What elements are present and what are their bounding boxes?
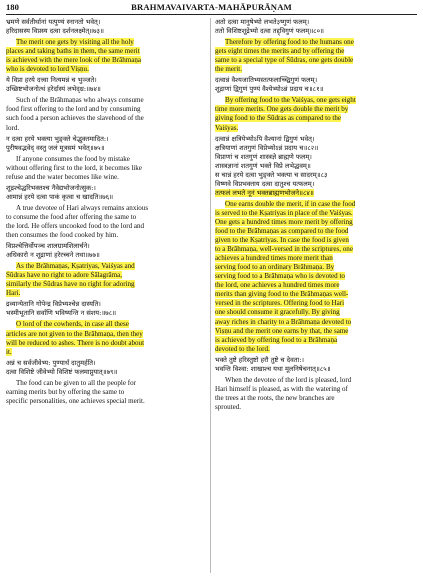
line-text: refuse and the water becomes like wine. [6, 172, 119, 181]
translation-line [6, 320, 206, 329]
translation-line [6, 124, 206, 133]
translation-line [215, 236, 418, 245]
highlighted-text: time more merits. One gets double the merit by [215, 105, 349, 114]
line-text: the lord. He offers uncooked food to the lord and [6, 221, 145, 230]
translation-line [215, 47, 418, 56]
highlighted-text: places and taking baths in them, the same merit [6, 47, 140, 56]
line-text: उच्छिष्टभोजनोत्थं हरेर्दास्यं लभेद्ध्र:॥७४॥ [6, 85, 101, 94]
line-text: भक्ते तुष्टे हरिस्तुष्टो हरौ तुष्टे च देवता:। [215, 355, 304, 364]
translation-line [215, 308, 418, 317]
highlighted-text: O lord of the cowherds, in case all these [16, 320, 129, 329]
translation-line [6, 65, 206, 74]
highlighted-text: The merit one gets by visiting all the holy [16, 38, 134, 47]
sanskrit-verse-line [215, 162, 418, 171]
line-text: ये विप्रा हरये दत्त्वा नित्यमन्नं च भुञ्जते। [6, 76, 97, 85]
translation-line [6, 47, 206, 56]
highlighted-text: articles are not given to the Brāhmaṇa, then they [6, 329, 143, 338]
sanskrit-verse-line [215, 171, 418, 180]
highlighted-text: is achieved with the mere look of the Brāhmaṇa [6, 56, 142, 65]
translation-line [6, 38, 206, 47]
translation-line [6, 348, 206, 357]
translation-line [6, 204, 206, 213]
sanskrit-verse-line [215, 365, 418, 374]
translation-line [215, 218, 418, 227]
translation-line [215, 105, 418, 114]
translation-line [215, 403, 418, 412]
translation-line [215, 96, 418, 105]
highlighted-text: Vaiśyas. [215, 123, 239, 132]
highlighted-text: away riches in charity to a Brāhmaṇa devoted to [215, 317, 352, 326]
highlighted-text: the merit. [215, 65, 243, 74]
sanskrit-verse-line [215, 76, 418, 85]
line-text: Such of the Brāhmaṇas who always consume [16, 96, 144, 105]
sanskrit-verse-line [215, 153, 418, 162]
translation-line [6, 222, 206, 231]
highlighted-text: food to the Brāhmaṇas as compared to the food [215, 227, 349, 236]
line-text: If anyone consumes the food by mistake [16, 154, 130, 163]
translation-line [6, 280, 206, 289]
translation-line [215, 327, 418, 336]
translation-line [215, 290, 418, 299]
translation-line [215, 272, 418, 281]
highlighted-text: serving food to a Brāhmaṇa who is devoted to [215, 272, 345, 281]
line-text: पुरीषवद्भवेद् वस्तु जलं मूत्रसमं भवेत्॥७५॥ [6, 143, 105, 152]
column-divider [210, 18, 211, 573]
highlighted-text: One earns double the merit, if in case the food [225, 199, 356, 208]
line-text: such food a person achieves the slavehood of the [6, 114, 144, 123]
highlighted-text: is achieved by offering food to a Brāhmaṇa [215, 335, 338, 344]
sanskrit-verse-line [215, 189, 418, 198]
sanskrit-verse-line [6, 368, 206, 377]
sanskrit-verse-line [6, 76, 206, 85]
line-text: Hari himself is pleased, as with the watering of [215, 384, 348, 393]
translation-line [215, 254, 418, 263]
line-text: क्षत्रियाणां शतगुणं विप्रेभ्योऽन्नं प्रदाय च॥८२॥ [215, 143, 319, 152]
line-text: food first offering to the lord and by consuming [6, 105, 141, 114]
translation-line [215, 124, 418, 133]
line-text: the trees at the roots, the new branches are [215, 393, 335, 402]
sanskrit-verse-line [6, 300, 206, 309]
running-title: BRAHMAVAIVARTA-MAHĀPURĀṆAM [131, 2, 292, 12]
translation-line [6, 164, 206, 173]
line-text: विष्णवे विप्रभक्ताय दत्वा दातुश्च यत्फलम्। [215, 179, 315, 188]
line-text: हरिदासस्य विप्रस्य दत्वा दर्शनलक्ष्मेत्॥७३॥ [6, 27, 104, 36]
line-text: The food can be given to all the people for [16, 378, 136, 387]
highlighted-text: will be reduced to ashes. There is no doubt about [6, 338, 145, 347]
right-column [215, 18, 418, 412]
translation-line [215, 394, 418, 403]
translation-line [215, 65, 418, 74]
line-text: भस्मीभूतानि सर्वाणि भविष्यन्ति न संशय:॥७८॥ [6, 309, 117, 318]
line-text: specific personalities, one achieves special merit. [6, 396, 145, 405]
highlighted-text: merits than giving food to the Brāhmaṇas well- [215, 290, 349, 299]
translation-line [6, 56, 206, 65]
line-text: भ्रमणे सर्वतीर्थानां यत्पुण्यं स्नानतो भवेत्। [6, 18, 101, 26]
line-text: sprouted. [215, 402, 242, 411]
line-text: ततो विशिष्टशूद्रेभ्यो दत्वा तद्द्विगुणं फलम्॥८०॥ [215, 27, 324, 36]
line-text: दत्वान्नं क्षत्रियेभ्योऽपि वैश्यानां द्विगुणं भवेत्। [215, 134, 315, 143]
translation-line [215, 209, 418, 218]
line-text: विप्रश्चेत्तिर्वोपञ्च शालग्रामशिलार्चने। [6, 242, 90, 251]
line-text: A true devotee of Hari always remains anxious [16, 203, 149, 212]
line-text: विप्राणां च शतगुणं शास्त्रज्ञे ब्राह्मणे फलम्। [215, 152, 312, 161]
line-text: न दत्वा हरये भक्त्या भुङ्क्ते चेद्भुक्तमादित:। [6, 134, 109, 143]
sanskrit-verse-line [6, 309, 206, 318]
translation-line [6, 155, 206, 164]
line-text: शूद्रश्चेद्धरिभक्तश्च नैवेद्यभोजनोत्सुक:। [6, 183, 96, 192]
line-text: द्रव्यान्येतानि गोपेन्द्र विप्रेभ्यश्चेन्न दास्यति। [6, 300, 101, 309]
highlighted-text: Therefore by offering food to the humans one [225, 38, 354, 47]
line-text: lord. [6, 123, 20, 132]
sanskrit-verse-line [6, 18, 206, 27]
header-rule [6, 14, 417, 15]
left-column [6, 18, 206, 406]
highlighted-text: versed in the scriptures. Offering food to Hari [215, 299, 345, 308]
line-text: दत्वान्नं वैश्यजातिभ्यस्तत्फलाच्च्द्विगुणं फलम्। [215, 76, 318, 85]
line-text: earning merits but by offering the same to [6, 387, 125, 396]
line-text: दत्वा विशिष्टे जीवेभ्यो विशिष्टं फलमाप्नुयात्॥७९॥ [6, 367, 118, 376]
translation-line [6, 330, 206, 339]
highlighted-text: As the Brāhmaṇas, Kṣatriyas, Vaiśyas and [16, 262, 135, 271]
sanskrit-verse-line [6, 184, 206, 193]
sanskrit-verse-line [215, 180, 418, 189]
line-text: When the devotee of the lord is pleased, lord [225, 375, 352, 384]
translation-line [6, 96, 206, 105]
line-text: भवन्ति विश्वा: शाखाश्च यथा मूलनिषेचनात्॥८५॥ [215, 364, 331, 373]
page-number: 180 [6, 2, 19, 12]
highlighted-text: Hari. [6, 289, 21, 298]
line-text: then consumes the food cooked by him. [6, 231, 119, 240]
highlighted-text: तत्फलं लभते नूनं भक्तब्राह्मणभोजने॥८४॥ [215, 188, 314, 197]
line-text: to consume the food after offering the same to [6, 212, 137, 221]
translation-line [6, 213, 206, 222]
highlighted-text: one should consume it gracefully. By giving [215, 308, 340, 317]
translation-line [6, 339, 206, 348]
translation-line [6, 105, 206, 114]
line-text: without offering first to the lord, it becomes like [6, 163, 142, 172]
translation-line [215, 299, 418, 308]
sanskrit-verse-line [6, 144, 206, 153]
translation-line [6, 231, 206, 240]
highlighted-text: to a Brāhmaṇa, well-versed in the scriptures, one [215, 245, 353, 254]
translation-line [215, 376, 418, 385]
translation-line [215, 336, 418, 345]
line-text: अतो दत्वा मानुषेभ्यो लभते३ष्गुणं फलम्। [215, 18, 310, 26]
translation-line [215, 345, 418, 354]
translation-line [215, 318, 418, 327]
highlighted-text: same to a special type of Śūdras, one gets double [215, 56, 354, 65]
translation-line [6, 379, 206, 388]
sanskrit-verse-line [215, 144, 418, 153]
sanskrit-verse-line [215, 85, 418, 94]
highlighted-text: gets eight times the merits and by offering the [215, 47, 345, 56]
highlighted-text: giving food to the Śūdras as compared to the [215, 114, 342, 123]
line-text: शास्त्रज्ञानां शतगुणं भक्ते विप्रे लभेद्धवम्॥ [215, 161, 311, 170]
highlighted-text: given to the Kṣatriyas. In case the food is given [215, 236, 349, 245]
line-text: अन्नं च सर्वजीवेभ्य: पुण्यार्थं दातुमर्हति। [6, 358, 96, 367]
sanskrit-verse-line [6, 193, 206, 202]
highlighted-text: Viṣṇu and the merit one earns by that, the same [215, 326, 349, 335]
translation-line [215, 114, 418, 123]
sanskrit-verse-line [215, 135, 418, 144]
translation-line [215, 38, 418, 47]
translation-line [215, 200, 418, 209]
translation-line [6, 388, 206, 397]
translation-line [215, 56, 418, 65]
sanskrit-verse-line [6, 251, 206, 260]
sanskrit-verse-line [6, 135, 206, 144]
line-text: शूद्राणां द्विगुणं पुण्यं वैश्येभ्योऽन्नं प्रदाय च॥८१॥ [215, 85, 324, 94]
line-text: अधिकारो न शूद्राणां हरेरच्चने तथा॥७७॥ [6, 251, 100, 260]
sanskrit-verse-line [215, 18, 418, 27]
highlighted-text: it. [6, 347, 12, 356]
highlighted-text: similarly the Śūdras have no right for adoring [6, 280, 135, 289]
line-text: आमान्नं हरये दत्वा पाकं कृत्वा च खादति॥७६॥ [6, 192, 114, 201]
sanskrit-verse-line [6, 27, 206, 36]
translation-line [215, 281, 418, 290]
translation-line [6, 271, 206, 280]
line-text: स चान्नं हरये दत्वा भुङ्क्ते भक्त्या च सादरम्॥८३ [215, 170, 328, 179]
sanskrit-verse-line [6, 242, 206, 251]
sanskrit-verse-line [6, 359, 206, 368]
translation-line [215, 385, 418, 394]
highlighted-text: Śūdras have no right to adore Śālagrāma, [6, 271, 123, 280]
translation-line [215, 263, 418, 272]
sanskrit-verse-line [215, 27, 418, 36]
translation-line [6, 262, 206, 271]
highlighted-text: who is devoted to lord Viṣṇu. [6, 65, 89, 74]
translation-line [6, 114, 206, 123]
highlighted-text: serving food to an ordinary Brāhmaṇa. By [215, 263, 335, 272]
sanskrit-verse-line [215, 356, 418, 365]
translation-line [6, 289, 206, 298]
translation-line [6, 397, 206, 406]
translation-line [215, 227, 418, 236]
sanskrit-verse-line [6, 85, 206, 94]
highlighted-text: achieves a hundred times more merit than [215, 254, 333, 263]
translation-line [215, 245, 418, 254]
highlighted-text: is served to the Kṣatriyas in place of the Vaiśyas. [215, 208, 353, 217]
highlighted-text: devoted to the lord. [215, 344, 270, 353]
translation-line [6, 173, 206, 182]
highlighted-text: One gets a hundred times more merit by offering [215, 217, 353, 226]
highlighted-text: By offering food to the Vaiśyas, one gets eight [225, 96, 356, 105]
highlighted-text: the lord, one achieves a hundred times more [215, 281, 340, 290]
